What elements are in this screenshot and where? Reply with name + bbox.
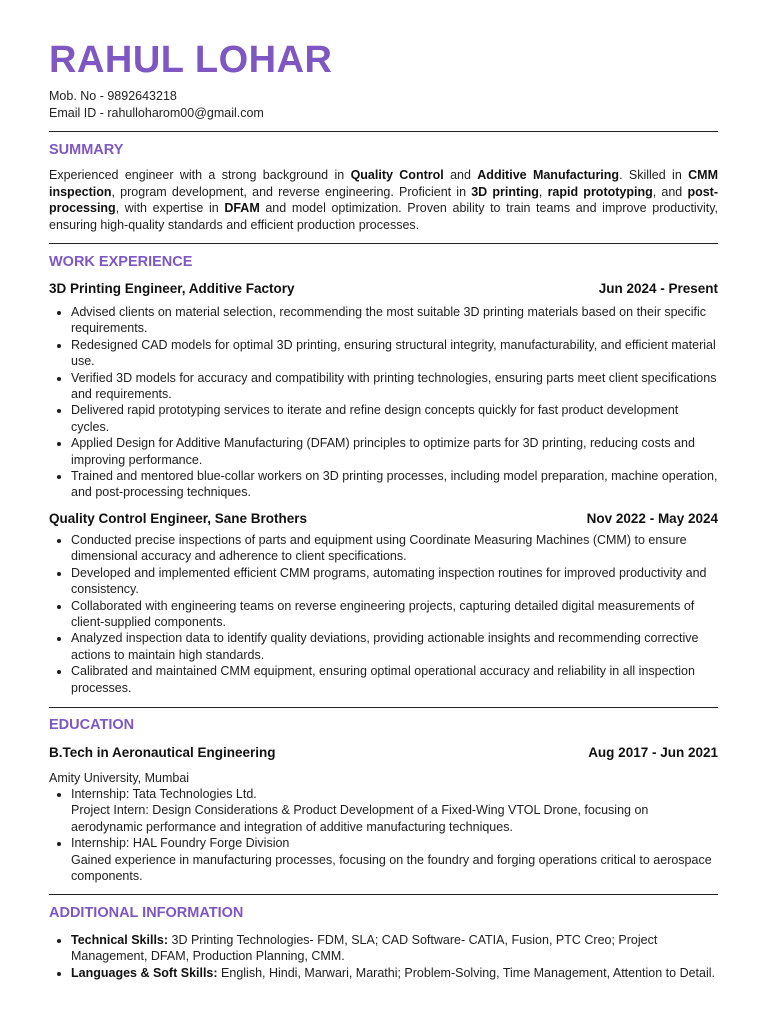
education-heading: EDUCATION <box>49 717 135 733</box>
job-title: Quality Control Engineer, Sane Brothers <box>49 511 308 526</box>
list-item: • Internship: Tata Technologies Ltd. Project Intern: Design Considerations & Product Development of a Fixed-Wing VTOL Drone, focusing on aerodynamic performance and integration of additive manufacturing techniques. <box>71 786 718 835</box>
job-title: 3D Printing Engineer, Additive Factory <box>49 281 295 296</box>
job-bullets <box>49 304 718 501</box>
additional-bullets <box>49 932 718 981</box>
job-dates: Jun 2024 - Present <box>598 281 718 296</box>
school-name: Amity University, Mumbai <box>49 771 190 785</box>
divider <box>49 894 718 895</box>
divider <box>49 707 718 708</box>
job-bullets <box>49 532 718 696</box>
list-item: • Advised clients on material selection, recommending the most suitable 3D printing materials based on their specific requirements. <box>71 304 718 337</box>
list-item: • Delivered rapid prototyping services to iterate and refine design concepts quickly for fast product development cycles. <box>71 402 718 435</box>
list-item: • Analyzed inspection data to identify quality deviations, providing actionable insights and recommending corrective actions to maintain high standards. <box>71 630 718 663</box>
degree-dates: Aug 2017 - Jun 2021 <box>588 745 718 760</box>
summary-heading: SUMMARY <box>49 142 124 158</box>
list-item: • Applied Design for Additive Manufacturing (DFAM) principles to optimize parts for 3D printing, reducing costs and improving performance. <box>71 435 718 468</box>
email-address: Email ID - rahulloharom00@gmail.com <box>49 105 264 120</box>
job-header <box>49 280 718 298</box>
list-item: • Calibrated and maintained CMM equipment, ensuring optimal operational accuracy and reliability in all inspection processes. <box>71 663 718 696</box>
degree-header <box>49 744 718 762</box>
candidate-name: RAHUL LOHAR <box>49 39 333 81</box>
list-item: • Conducted precise inspections of parts and equipment using Coordinate Measuring Machines (CMM) to ensure dimensional accuracy and adherence to client specifications. <box>71 532 718 565</box>
list-item: • Developed and implemented efficient CMM programs, automating inspection routines for improved productivity and consistency. <box>71 565 718 598</box>
education-bullets <box>49 786 718 884</box>
divider <box>49 243 718 244</box>
list-item: • Technical Skills: 3D Printing Technologies- FDM, SLA; CAD Software- CATIA, Fusion, PTC Creo; Project Management, DFAM, Production Planning, CMM. <box>71 932 718 965</box>
work-experience-heading: WORK EXPERIENCE <box>49 254 193 270</box>
list-item: • Internship: HAL Foundry Forge Division Gained experience in manufacturing processes, focusing on the foundry and forging operations critical to aerospace components. <box>71 835 718 884</box>
mobile-number: Mob. No - 9892643218 <box>49 89 177 103</box>
list-item: • Redesigned CAD models for optimal 3D printing, ensuring structural integrity, manufacturability, and efficient material use. <box>71 337 718 370</box>
list-item: • Collaborated with engineering teams on reverse engineering projects, capturing detailed digital measurements of client-supplied components. <box>71 598 718 631</box>
list-item: • Languages & Soft Skills: English, Hindi, Marwari, Marathi; Problem-Solving, Time Management, Attention to Detail. <box>71 965 718 981</box>
contact-block <box>49 88 264 121</box>
list-item: • Verified 3D models for accuracy and compatibility with printing technologies, ensuring parts meet client specifications and requirements. <box>71 370 718 403</box>
summary-text: Experienced engineer with a strong background in Quality Control and Additive Manufacturing. Skilled in CMM inspection, program development, and reverse engineering. Proficient in 3D printing, rapid prototyping, and post-processing, with expertise in DFAM and model optimization. Proven ability to train teams and improve productivity, ensuring high-quality standards and efficient production processes. <box>49 168 719 232</box>
job-header <box>49 510 718 528</box>
divider <box>49 131 718 132</box>
list-item: • Trained and mentored blue-collar workers on 3D printing processes, including model preparation, machine operation, and post-processing techniques. <box>71 468 718 501</box>
additional-information-heading: ADDITIONAL INFORMATION <box>49 905 244 921</box>
degree-title: B.Tech in Aeronautical Engineering <box>49 745 276 760</box>
job-dates: Nov 2022 - May 2024 <box>586 511 718 526</box>
